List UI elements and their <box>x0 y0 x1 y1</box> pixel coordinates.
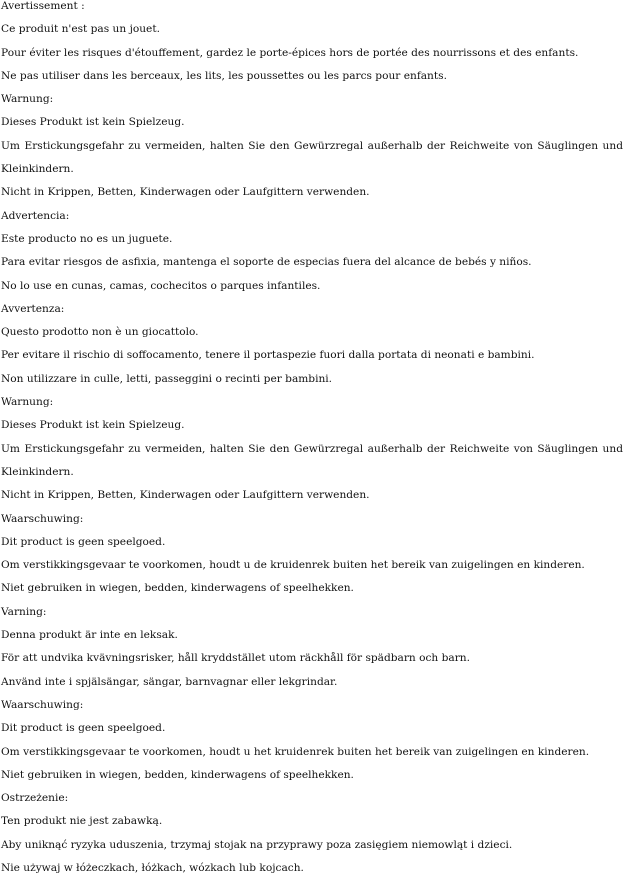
text-line: Använd inte i spjälsängar, sängar, barnvagnar eller lekgrindar. <box>1 675 338 688</box>
text-line: Kleinkindern. <box>1 163 74 176</box>
text-line: Este producto no es un juguete. <box>1 232 173 245</box>
heading-nl: Waarschuwing: <box>1 698 84 711</box>
heading-fr: Avertissement : <box>1 0 85 12</box>
text-line: Om verstikkingsgevaar te voorkomen, houdt u het kruidenrek buiten het bereik van zuigelingen en kinderen. <box>1 745 590 758</box>
heading-nl: Waarschuwing: <box>1 512 84 525</box>
text-line: Niet gebruiken in wiegen, bedden, kinderwagens of speelhekken. <box>1 582 354 595</box>
text-line: Denna produkt är inte en leksak. <box>1 629 178 642</box>
text-line: Dit product is geen speelgoed. <box>1 535 166 548</box>
text-line: Pour éviter les risques d'étouffement, gardez le porte-épices hors de portée des nourrissons et des enfants. <box>1 46 579 59</box>
text-line: Ne pas utiliser dans les berceaux, les lits, les poussettes ou les parcs pour enfants. <box>1 69 447 82</box>
text-line: Aby uniknąć ryzyka uduszenia, trzymaj stojak na przyprawy poza zasięgiem niemowląt i dzieci. <box>1 838 513 851</box>
text-line: Nicht in Krippen, Betten, Kinderwagen oder Laufgittern verwenden. <box>1 186 370 199</box>
text-line: För att undvika kvävningsrisker, håll kryddstället utom räckhåll för spädbarn och barn. <box>1 652 470 665</box>
text-line: Non utilizzare in culle, letti, passeggini o recinti per bambini. <box>1 372 333 385</box>
text-line: Nie używaj w łóżeczkach, łóżkach, wózkach lub kojcach. <box>1 861 304 874</box>
text-line: Niet gebruiken in wiegen, bedden, kinderwagens of speelhekken. <box>1 768 354 781</box>
text-line: Dieses Produkt ist kein Spielzeug. <box>1 419 185 432</box>
heading-it: Avvertenza: <box>1 302 65 315</box>
heading-sv: Varning: <box>1 605 47 618</box>
text-line: Nicht in Krippen, Betten, Kinderwagen oder Laufgittern verwenden. <box>1 489 370 502</box>
text-line: Ce produit n'est pas un jouet. <box>1 23 160 36</box>
text-line: Questo prodotto non è un giocattolo. <box>1 326 199 339</box>
text-line: Um Erstickungsgefahr zu vermeiden, halten Sie den Gewürzregal außerhalb der Reichweite von Säuglingen und <box>1 139 623 152</box>
text-line: Ten produkt nie jest zabawką. <box>1 815 163 828</box>
heading-pl: Ostrzeżenie: <box>1 792 69 805</box>
text-line: No lo use en cunas, camas, cochecitos o parques infantiles. <box>1 279 321 292</box>
text-line: Kleinkindern. <box>1 465 74 478</box>
text-line: Para evitar riesgos de asfixia, mantenga el soporte de especias fuera del alcance de bebés y niños. <box>1 256 532 269</box>
heading-de: Warnung: <box>1 396 54 409</box>
heading-es: Advertencia: <box>1 209 70 222</box>
text-line: Um Erstickungsgefahr zu vermeiden, halten Sie den Gewürzregal außerhalb der Reichweite von Säuglingen und <box>1 442 623 455</box>
text-line: Om verstikkingsgevaar te voorkomen, houdt u de kruidenrek buiten het bereik van zuigelingen en kinderen. <box>1 559 585 572</box>
heading-de: Warnung: <box>1 93 54 106</box>
text-line: Dieses Produkt ist kein Spielzeug. <box>1 116 185 129</box>
text-line: Per evitare il rischio di soffocamento, tenere il portaspezie fuori dalla portata di neonati e bambini. <box>1 349 535 362</box>
warning-document <box>1 0 623 885</box>
text-line: Dit product is geen speelgoed. <box>1 722 166 735</box>
